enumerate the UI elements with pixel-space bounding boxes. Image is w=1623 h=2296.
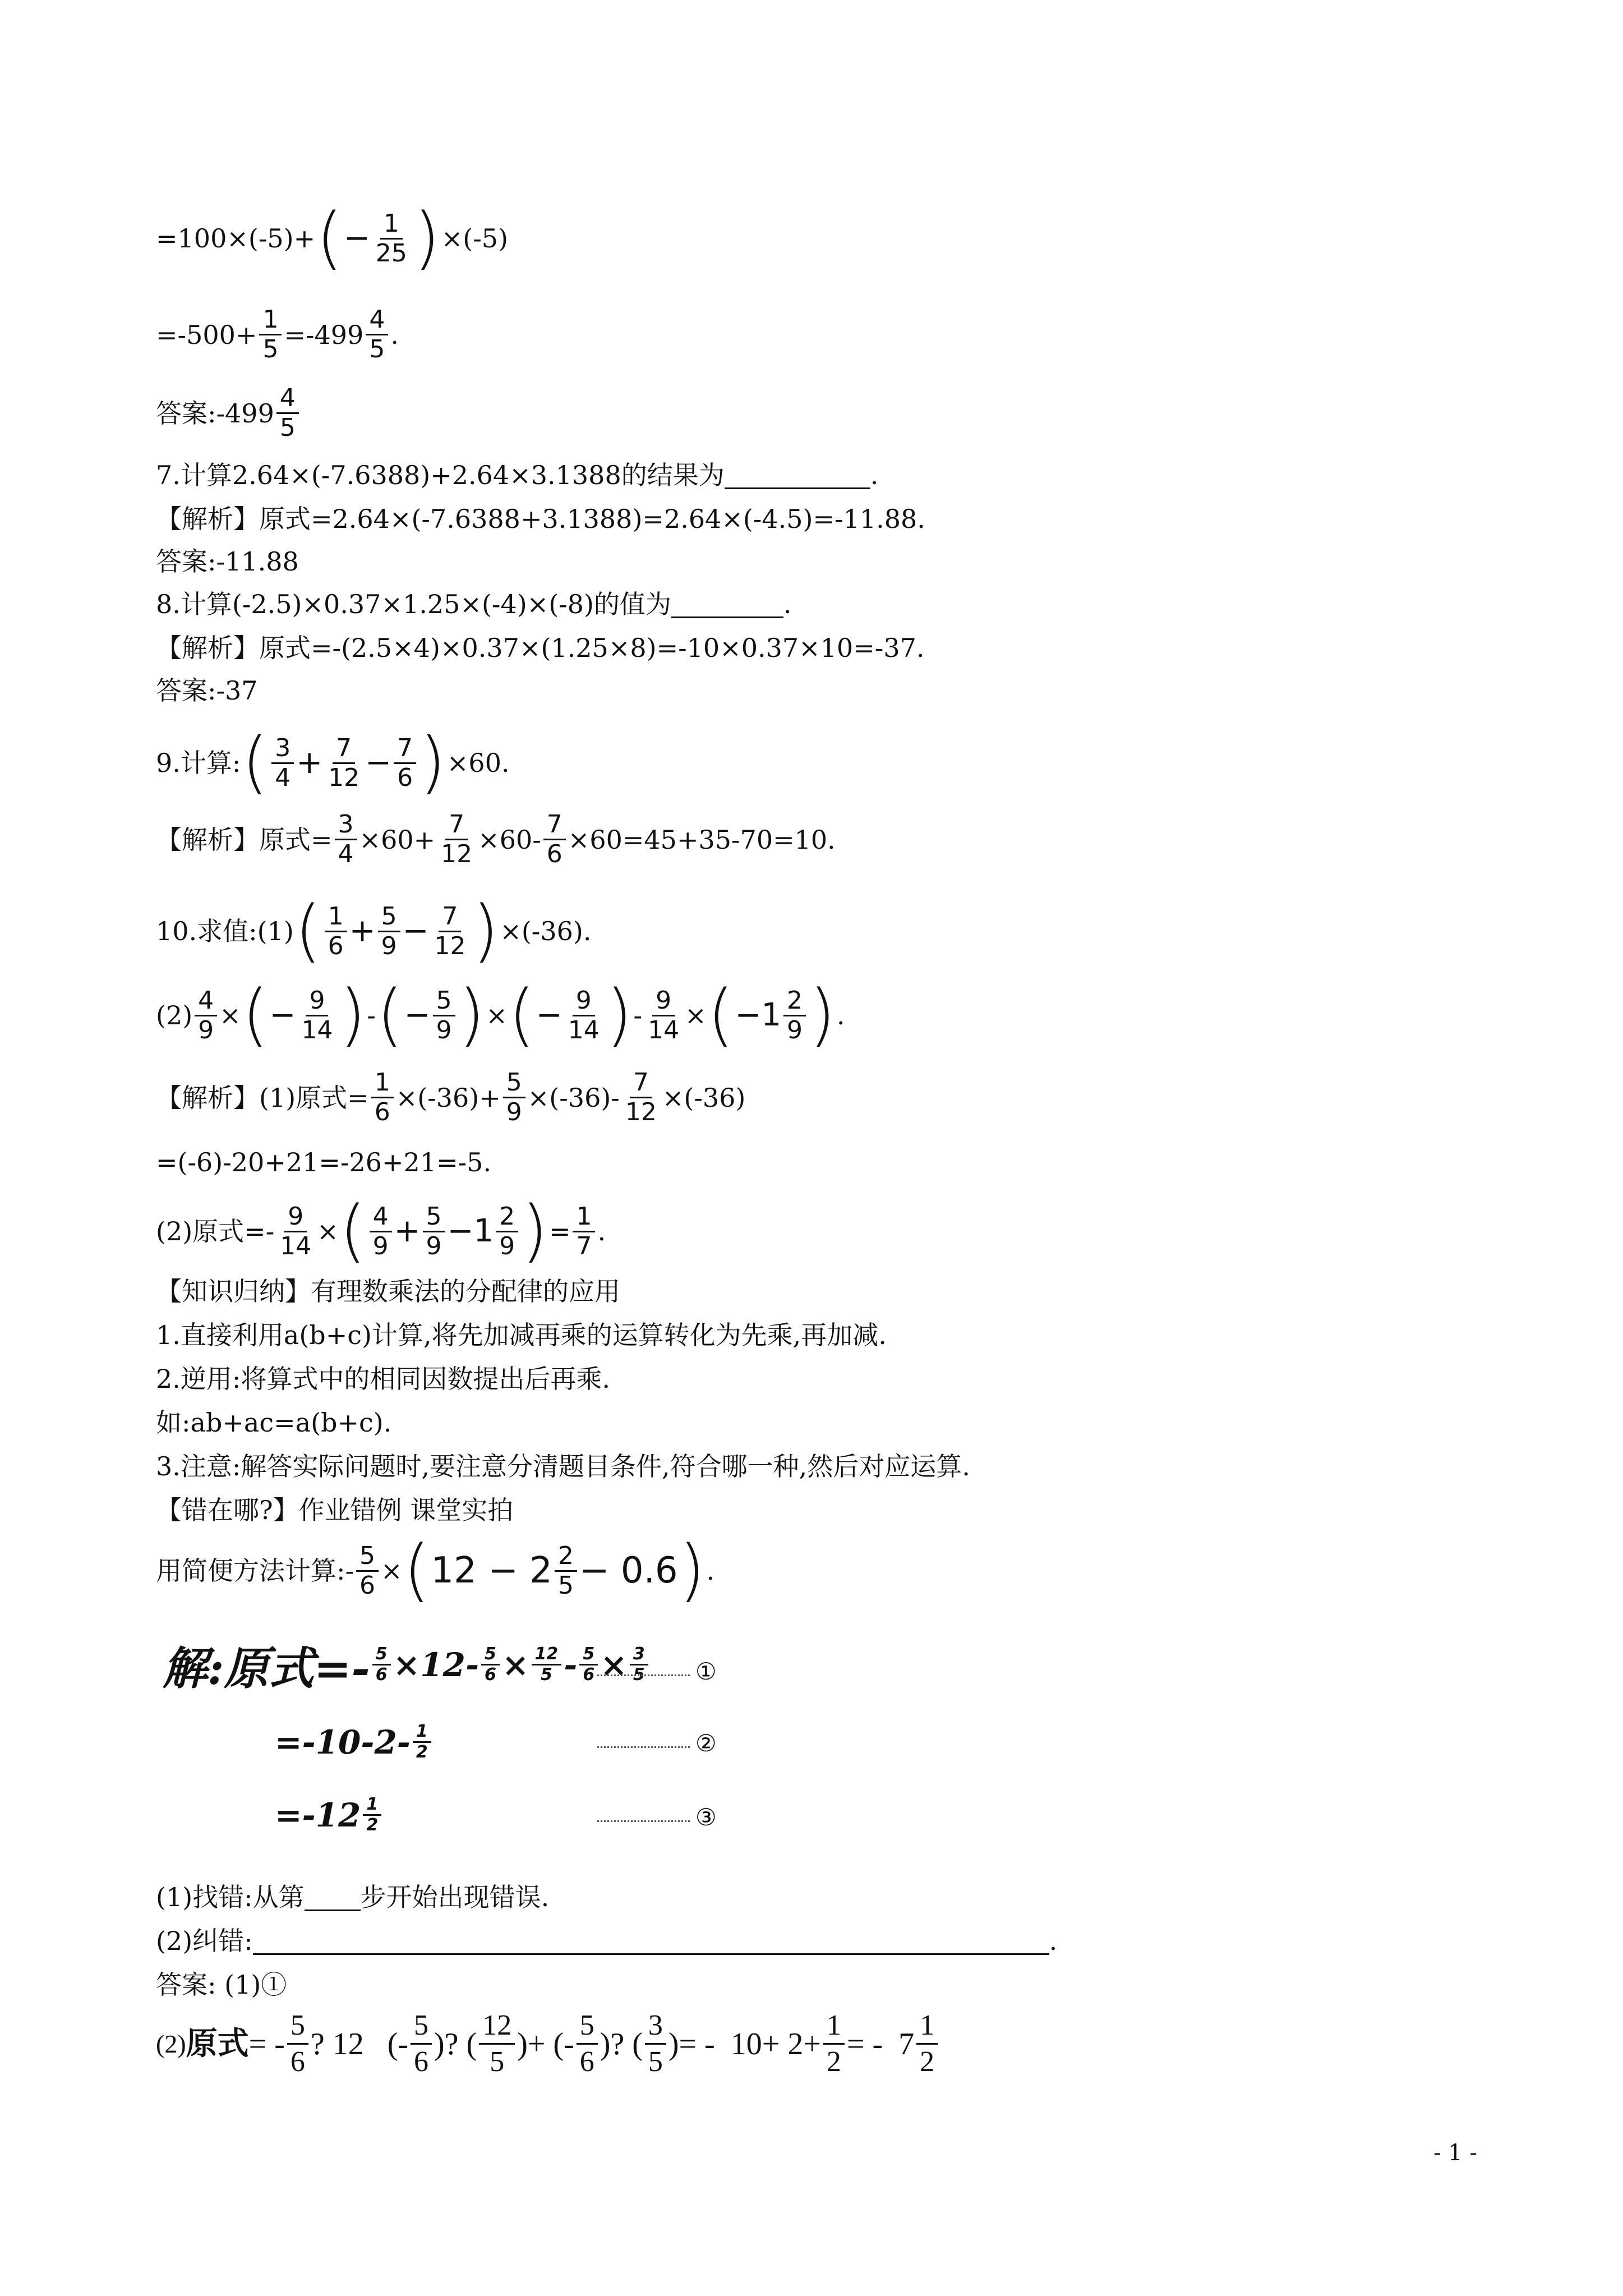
minus-sign: − (404, 997, 431, 1033)
left-paren: ( (403, 1531, 430, 1609)
handwritten-step-1 (163, 1632, 651, 1697)
right-paren: ) (419, 724, 446, 802)
handwritten-step-3 (275, 1795, 384, 1835)
text: . (836, 1000, 845, 1030)
text: =100×(-5)+ (156, 223, 316, 254)
fraction: $\frac{1}{5}$ (259, 306, 282, 364)
text: 原式 (186, 2026, 249, 2062)
handwritten-text: 解:原式=- (163, 1642, 370, 1695)
text: ×60=45+35-70=10. (568, 824, 836, 855)
fraction: $\frac{1}{2}$ (916, 2008, 938, 2079)
answer-blank[interactable] (305, 1884, 361, 1911)
text: × (219, 1000, 241, 1030)
fraction: $\frac{1}{6}$ (371, 1069, 394, 1126)
fraction: $\frac{3}{4}$ (271, 734, 294, 792)
right-paren: ) (458, 976, 485, 1054)
fraction: $\frac{7}{6}$ (394, 734, 416, 792)
answer-blank[interactable] (253, 1927, 1049, 1955)
answer-blank[interactable] (671, 591, 783, 618)
text: × (381, 1556, 403, 1586)
fraction: $\frac{9}{14}$ (568, 986, 600, 1045)
text: = - (248, 2026, 285, 2062)
fraction: $\frac{7}{6}$ (543, 811, 566, 868)
fraction: $\frac{1}{2}$ (823, 2008, 845, 2079)
right-paren: ) (606, 976, 633, 1054)
text: )? ( (600, 2026, 643, 2062)
left-paren: ( (339, 1192, 366, 1270)
handwritten-text: =-10-2- (275, 1723, 411, 1761)
text: . (597, 1216, 606, 1246)
left-paren: ( (294, 892, 321, 970)
fraction: $\frac{5}{6}$ (411, 2008, 432, 2079)
corrected-solution (156, 2008, 940, 2079)
fraction: $\frac{12}{5}$ (532, 1645, 562, 1685)
fraction: $\frac{5}{6}$ (579, 1645, 598, 1685)
text: . (706, 1556, 715, 1586)
right-paren: ) (413, 199, 440, 277)
question-text: 8.计算(-2.5)×0.37×1.25×(-4)×(-8)的值为 (156, 589, 671, 619)
right-paren: ) (809, 976, 836, 1054)
fraction: $\frac{4}{5}$ (276, 384, 299, 442)
left-paren: ( (242, 724, 269, 802)
knowledge-item-1: 1.直接利用a(b+c)计算,将先加减再乘的运算转化为先乘,再加减. (156, 1320, 887, 1350)
left-paren: ( (508, 976, 535, 1054)
right-paren: ) (472, 892, 499, 970)
handwritten-text: - (564, 1645, 578, 1684)
knowledge-item-2: 2.逆用:将算式中的相同因数提出后再乘. (156, 1364, 611, 1394)
text: = (548, 1216, 571, 1246)
text: 【解析】原式= (156, 824, 333, 855)
left-paren: ( (707, 976, 734, 1054)
text: × (685, 1000, 707, 1030)
fraction: $\frac{2}{9}$ (496, 1203, 518, 1260)
fraction: $\frac{1}{7}$ (573, 1203, 595, 1260)
text: ×(-36)- (527, 1082, 620, 1113)
text: =-500+ (156, 319, 257, 350)
solution-8: 【解析】原式=-(2.5×4)×0.37×(1.25×8)=-10×0.37×10=-37. (156, 633, 925, 663)
step-marker-3: ③ (695, 1803, 717, 1831)
text: 【解析】(1)原式= (156, 1082, 369, 1113)
fraction: $\frac{2}{5}$ (555, 1542, 577, 1600)
answer-8: 答案:-37 (156, 675, 258, 706)
left-paren: ( (376, 976, 403, 1054)
fraction: $\frac{4}{9}$ (195, 987, 217, 1045)
right-paren: ) (339, 976, 366, 1054)
text: 用简便方法计算:- (156, 1556, 354, 1586)
dotted-leader (597, 1820, 690, 1822)
page-number: - 1 - (1433, 2140, 1477, 2166)
fraction: $\frac{4}{5}$ (366, 306, 388, 364)
knowledge-item-example: 如:ab+ac=a(b+c). (156, 1407, 392, 1438)
expression: 12 − 2 (431, 1550, 552, 1591)
fraction: $\frac{9}{14}$ (648, 986, 680, 1045)
step-marker-1: ① (695, 1658, 717, 1685)
text: 步开始出现错误. (360, 1882, 550, 1912)
text: . (870, 460, 879, 490)
dotted-leader (597, 1674, 690, 1676)
answer-line (156, 384, 301, 442)
text: - (367, 1000, 376, 1030)
fraction: $\frac{5}{6}$ (577, 2008, 598, 2079)
question-9 (156, 724, 510, 802)
fraction: $\frac{5}{6}$ (372, 1645, 391, 1685)
mixed-number: −1 (447, 1213, 494, 1249)
correct-error-line (156, 1923, 1057, 1959)
line-step-1 (156, 199, 508, 277)
fraction: $\frac{3}{5}$ (630, 1645, 648, 1685)
text: (2)纠错: (156, 1926, 253, 1956)
handwritten-text: × (501, 1645, 529, 1684)
fraction: $\frac{2}{9}$ (783, 987, 806, 1045)
step-marker-2: ② (695, 1729, 717, 1757)
question-10-part-2 (156, 976, 845, 1054)
text: (2) (156, 2029, 186, 2058)
mixed-number: −1 (735, 997, 782, 1033)
fraction: $\frac{7}{12}$ (328, 733, 360, 792)
line-step-2 (156, 306, 399, 364)
operator: + (394, 1213, 421, 1249)
find-error-line (156, 1879, 549, 1915)
operator: + (349, 913, 376, 949)
fraction: $\frac{5}{9}$ (423, 1203, 445, 1260)
text: ×60- (478, 824, 541, 855)
text: ×(-5) (441, 223, 508, 254)
fraction: $\frac{1}{2}$ (363, 1795, 381, 1835)
answer-blank[interactable] (725, 462, 870, 489)
text: )+ (- (517, 2026, 574, 2062)
text: (1)找错:从第 (156, 1882, 305, 1912)
fraction: $\frac{5}{6}$ (481, 1645, 500, 1685)
operator: + (296, 744, 323, 781)
text: ×(-36). (500, 916, 592, 946)
handwritten-step-2 (275, 1722, 434, 1762)
question-8 (156, 586, 792, 622)
text: ×60. (446, 748, 510, 778)
fraction: $\frac{1}{2}$ (413, 1722, 431, 1762)
text: (2) (156, 1000, 193, 1030)
text: = - 7 (846, 2026, 915, 2062)
expression: − 0.6 (579, 1550, 678, 1591)
text: ×(-36)+ (395, 1082, 501, 1113)
question-10-part-1 (156, 892, 592, 970)
solution-7: 【解析】原式=2.64×(-7.6388+3.1388)=2.64×(-4.5)=-11.88. (156, 504, 925, 534)
solution-10-step: =(-6)-20+21=-26+21=-5. (156, 1147, 492, 1177)
handwritten-text: × (600, 1645, 628, 1684)
question-text: 9.计算: (156, 748, 241, 778)
text: 答案:-499 (156, 398, 274, 429)
error-question (156, 1531, 715, 1609)
knowledge-item-3: 3.注意:解答实际问题时,要注意分清题目条件,符合哪一种,然后对应运算. (156, 1451, 970, 1481)
question-7 (156, 457, 878, 493)
question-text: 7.计算2.64×(-7.6388)+2.64×3.1388的结果为 (156, 460, 725, 490)
solution-10-part-1 (156, 1069, 745, 1126)
fraction: $\frac{5}{9}$ (378, 903, 400, 960)
text: ×(-36) (662, 1082, 746, 1113)
right-paren: ) (679, 1531, 706, 1609)
text: . (1049, 1926, 1058, 1956)
text: =-499 (284, 319, 364, 350)
text: ×60+ (359, 824, 436, 855)
solution-10-part-2 (156, 1192, 606, 1270)
operator: − (365, 744, 392, 781)
fraction: $\frac{4}{9}$ (370, 1203, 392, 1260)
dotted-leader (597, 1746, 690, 1748)
text: ? 12 (- (310, 2026, 409, 2062)
fraction: $\frac{3}{4}$ (335, 811, 357, 868)
answer-label: 答案: (1)① (156, 1970, 287, 2000)
text: . (783, 589, 792, 619)
text: - (633, 1000, 643, 1030)
text: × (486, 1000, 508, 1030)
fraction: $\frac{9}{14}$ (280, 1202, 312, 1260)
error-section-title: 【错在哪?】作业错例 课堂实拍 (156, 1495, 514, 1525)
answer-7: 答案:-11.88 (156, 546, 299, 577)
fraction: $\frac{5}{6}$ (287, 2008, 308, 2079)
right-paren: ) (522, 1192, 548, 1270)
fraction: $\frac{3}{5}$ (645, 2008, 666, 2079)
text: (2)原式=- (156, 1216, 275, 1246)
fraction: $\frac{7}{12}$ (434, 901, 466, 960)
text: × (317, 1216, 339, 1246)
text: )? ( (434, 2026, 477, 2062)
fraction: $\frac{5}{6}$ (356, 1542, 379, 1600)
handwritten-text: ×12- (393, 1645, 479, 1684)
operator: − (402, 913, 429, 949)
left-paren: ( (316, 199, 343, 277)
knowledge-title: 【知识归纳】有理数乘法的分配律的应用 (156, 1276, 620, 1306)
text: . (390, 319, 399, 350)
question-text: 10.求值:(1) (156, 916, 294, 946)
fraction: $\frac{5}{9}$ (503, 1069, 525, 1126)
fraction: $\frac{9}{14}$ (301, 986, 333, 1045)
fraction: $\frac{1}{6}$ (325, 903, 347, 960)
left-paren: ( (242, 976, 269, 1054)
fraction: $\frac{5}{9}$ (433, 987, 455, 1045)
fraction: $\frac{1}{25}$ (375, 209, 407, 268)
fraction: $\frac{12}{5}$ (479, 2008, 515, 2079)
text: )= - 10+ 2+ (668, 2026, 821, 2062)
fraction: $\frac{7}{12}$ (441, 810, 473, 868)
fraction: $\frac{7}{12}$ (625, 1068, 657, 1126)
solution-9 (156, 811, 836, 868)
minus-sign: − (269, 997, 296, 1033)
minus-sign: − (536, 997, 562, 1033)
handwritten-text: =-12 (275, 1796, 361, 1834)
minus-sign: − (343, 220, 370, 256)
